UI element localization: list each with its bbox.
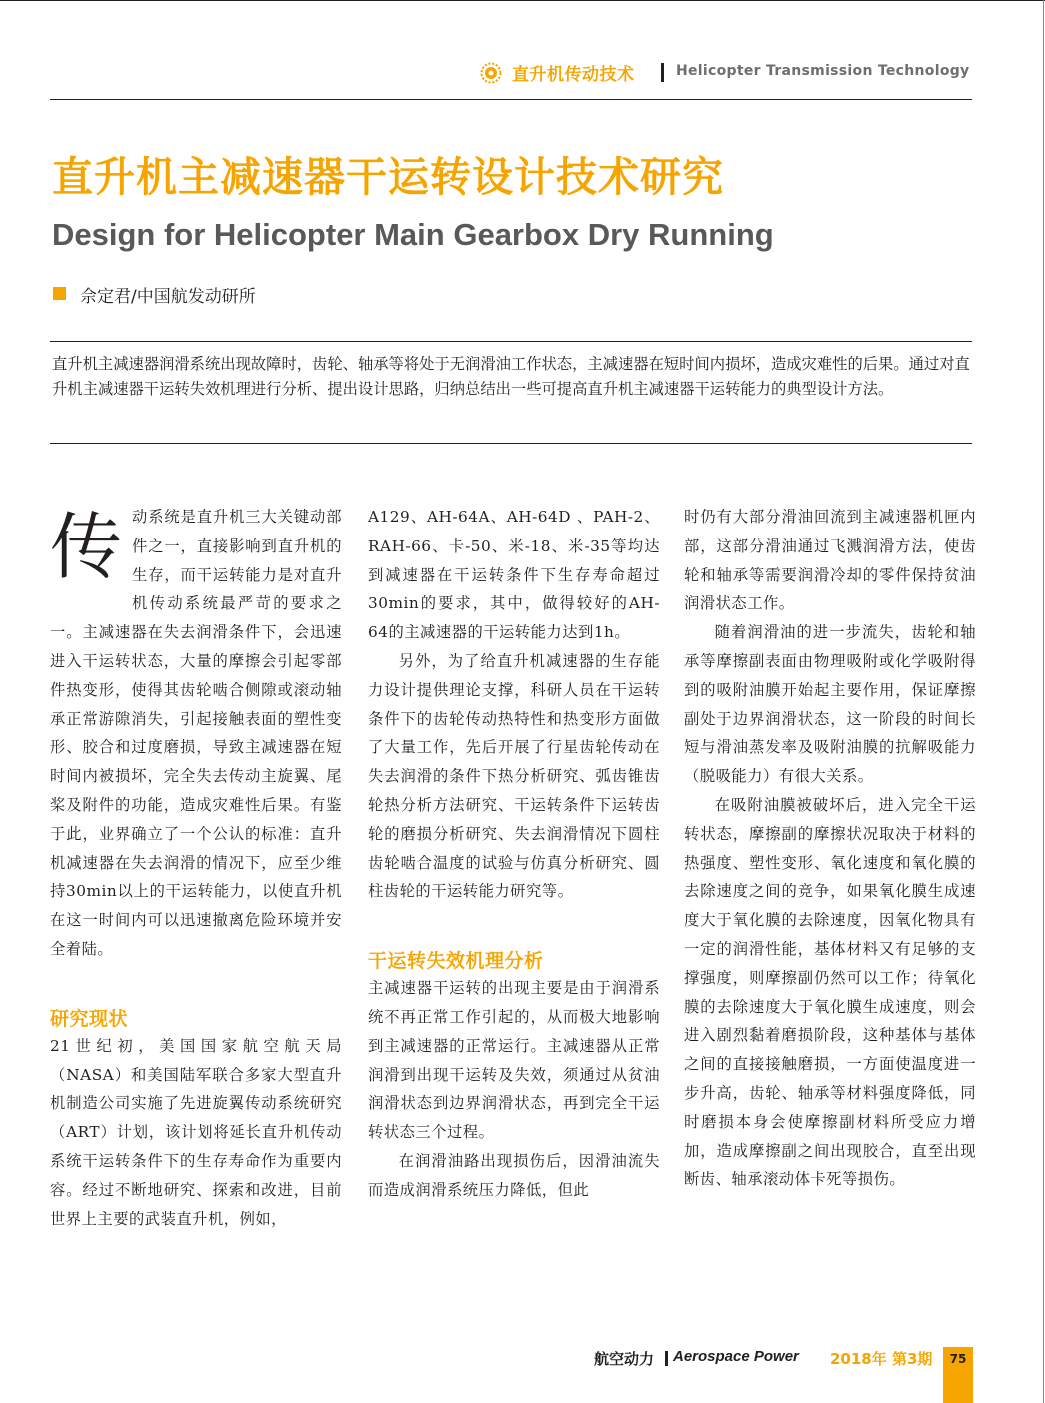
author-line: 佘定君/中国航发动研所 <box>80 287 256 307</box>
body-column-2 <box>368 503 660 1205</box>
section2-paragraph-2-part-a: 在润滑油路出现损伤后，因滑油流失而造成润滑系统压力降低，但此 <box>368 1151 660 1199</box>
section-heading-research-status: 研究现状 <box>50 1007 129 1030</box>
header-separator <box>661 63 664 82</box>
footer-journal-en: Aerospace Power <box>673 1348 799 1365</box>
section2-paragraph-3: 随着润滑油的进一步流失，齿轮和轴承等摩擦副表面由物理吸附或化学吸附得到的吸附油膜开始起主要作用，保证摩擦副处于边界润滑状态，这一阶段的时间长短与滑油蒸发率及吸附油膜的抗解吸能力（脱吸能力）有很大关系。 <box>684 623 976 786</box>
article-title-en: Design for Helicopter Main Gearbox Dry Running <box>52 217 774 252</box>
journal-section-en: Helicopter Transmission Technology <box>676 63 970 79</box>
drop-cap: 传 <box>50 505 123 589</box>
abstract-rule-top <box>50 341 972 342</box>
section2-paragraph-4: 在吸附油膜被破坏后，进入完全干运转状态，摩擦副的摩擦状况取决于材料的热强度、塑性变形、氧化速度和氧化膜的去除速度之间的竞争，如果氧化膜生成速度大于氧化膜的去除速度，因氧化物具有一定的润滑性能，基体材料又有足够的支撑强度，则摩擦副仍然可以工作；待氧化膜的去除速度大于氧化膜生成速度，则会进入剧烈黏着磨损阶段，这种基体与基体之间的直接接触磨损，一方面使温度进一步升高，齿轮、轴承等材料强度降低，同时磨损本身会使摩擦副材料所受应力增加，造成摩擦副之间出现胶合，直至出现断齿、轴承滚动体卡死等损伤。 <box>684 795 976 1189</box>
section1-paragraph-2: 另外，为了给直升机减速器的生存能力设计提供理论支撑，科研人员在干运转条件下的齿轮传动热特性和热变形方面做了大量工作，先后开展了行星齿轮传动在失去润滑的条件下热分析研究、弧齿锥齿轮热分析方法研究、干运转条件下运转齿轮的磨损分析研究、失去润滑情况下圆柱齿轮啮合温度的试验与仿真分析研究、圆柱齿轮的干运转能力研究等。 <box>368 651 660 901</box>
abstract-rule-bottom <box>50 443 972 444</box>
abstract: 直升机主减速器润滑系统出现故障时，齿轮、轴承等将处于无润滑油工作状态，主减速器在短时间内损坏，造成灾难性的后果。通过对直升机主减速器干运转失效机理进行分析、提出设计思路，归纳总结出一些可提高直升机主减速器干运转能力的典型设计方法。 <box>52 355 970 398</box>
right-border <box>1043 0 1044 1403</box>
journal-section-cn: 直升机传动技术 <box>512 65 635 85</box>
top-border <box>0 0 1045 1</box>
author-marker <box>53 287 66 300</box>
body-column-1 <box>50 503 342 1233</box>
intro-text: 动系统是直升机三大关键动部件之一，直接影响到直升机的生存，而干运转能力是对直升机传动系统最严苛的要求之一。主减速器在失去润滑条件下，会迅速进入干运转状态，大量的摩擦会引起零部件热变形，使得其齿轮啮合侧隙或滚动轴承正常游隙消失，引起接触表面的塑性变形、胶合和过度磨损，导致主减速器在短时间内被损坏，完全失去传动主旋翼、尾桨及附件的功能，造成灾难性后果。有鉴于此，业界确立了一个公认的标准：直升机减速器在失去润滑的情况下，应至少维持30min以上的干运转能力，以使直升机在这一时间内可以迅速撤离危险环境并安全着陆。 <box>50 508 342 958</box>
gear-emblem-icon <box>480 62 502 84</box>
header-rule <box>50 99 972 100</box>
section2-paragraph-2-part-b: 时仍有大部分滑油回流到主减速器机匣内部，这部分滑油通过飞溅润滑方法，使齿轮和轴承等需要润滑冷却的零件保持贫油润滑状态工作。 <box>684 508 976 613</box>
intro-paragraph <box>50 503 342 964</box>
section1-paragraph-1-part-b: A129、AH-64A、AH-64D 、PAH-2、RAH-66、卡-50、米-18、米-35等均达到减速器在干运转条件下生存寿命超过30min的要求，其中，做得较好的AH-64的主减速器的干运转能力达到1h。 <box>368 508 660 642</box>
section2-paragraph-1: 主减速器干运转的出现主要是由于润滑系统不再正常工作引起的，从而极大地影响到主减速器的正常运行。主减速器从正常润滑到出现干运转及失效，须通过从贫油润滑状态到边界润滑状态，再到完全干运转状态三个过程。 <box>368 979 660 1142</box>
article-title-cn: 直升机主减速器干运转设计技术研究 <box>52 153 724 201</box>
footer-issue: 2018年 第3期 <box>830 1350 933 1368</box>
footer-journal-cn: 航空动力 <box>594 1350 655 1368</box>
body-column-3 <box>684 503 976 1194</box>
page-number: 75 <box>949 1352 967 1366</box>
footer-separator <box>665 1351 668 1366</box>
section1-paragraph-1-part-a: 21世纪初，美国国家航空航天局（NASA）和美国陆军联合多家大型直升机制造公司实施了先进旋翼传动系统研究（ART）计划，该计划将延长直升机传动系统干运转条件下的生存寿命作为重要内容。经过不断地研究、探索和改进，目前世界上主要的武装直升机，例如， <box>50 1036 342 1228</box>
section-heading-failure-mechanism: 干运转失效机理分析 <box>368 950 544 973</box>
